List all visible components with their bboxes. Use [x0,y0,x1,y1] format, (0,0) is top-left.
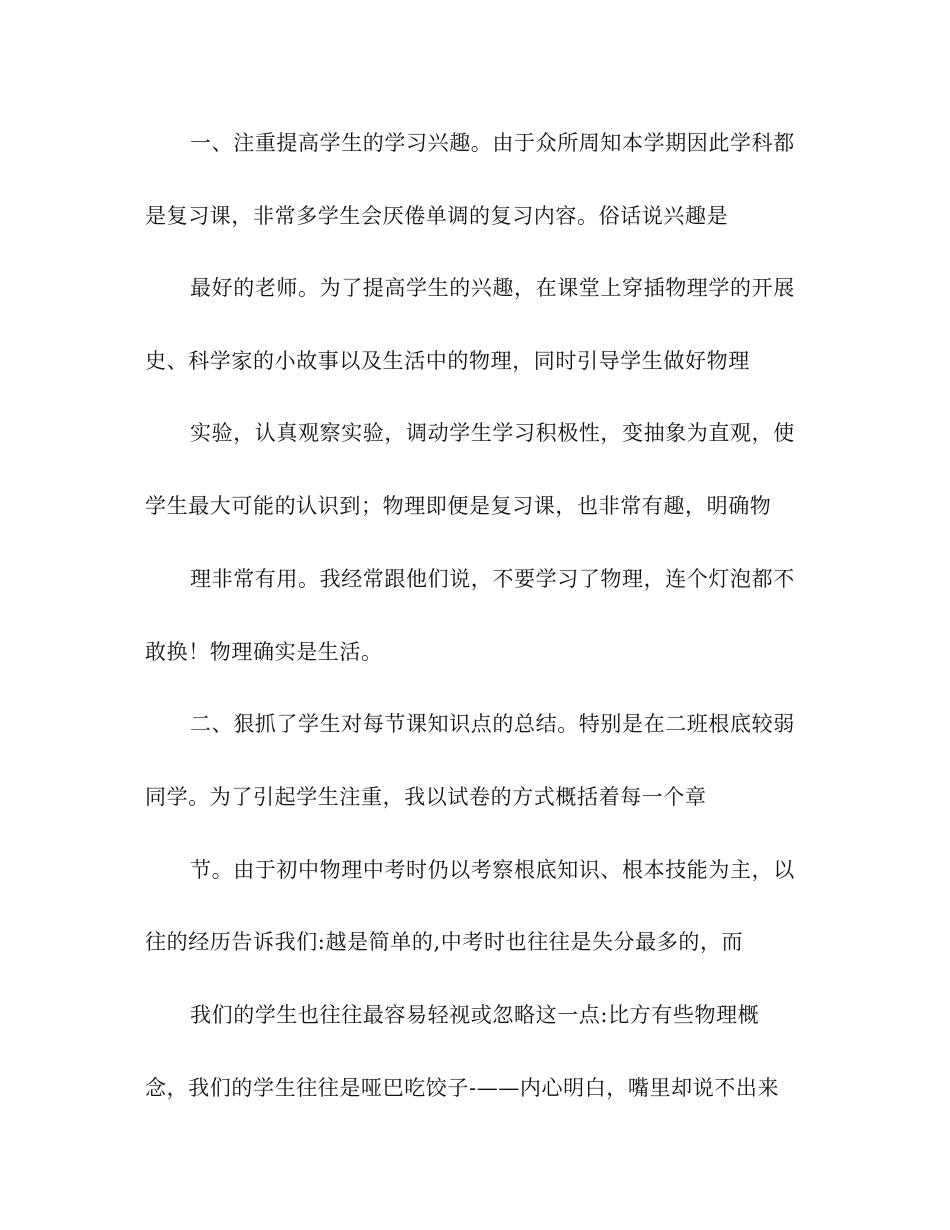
text-line-1: 一、注重提高学生的学习兴趣。由于众所周知本学期因此学科都 [190,131,795,155]
text-line-3: 最好的老师。为了提高学生的兴趣，在课堂上穿插物理学的开展 [190,276,795,300]
text-line-14: 念，我们的学生往往是哑巴吃饺子-——内心明白，嘴里却说不出来 [145,1076,780,1100]
text-line-4: 史、科学家的小故事以及生活中的物理，同时引导学生做好物理 [145,349,750,373]
text-line-12: 往的经历告诉我们:越是简单的,中考时也往往是失分最多的，而 [145,930,744,954]
text-line-5: 实验，认真观察实验，调动学生学习积极性，变抽象为直观，使 [190,421,795,445]
text-line-7: 理非常有用。我经常跟他们说，不要学习了物理，连个灯泡都不 [190,567,795,591]
text-line-2: 是复习课，非常多学生会厌倦单调的复习内容。俗话说兴趣是 [145,204,729,228]
text-line-8: 敢换！物理确实是生活。 [145,640,383,664]
text-line-10: 同学。为了引起学生注重，我以试卷的方式概括着每一个章 [145,785,707,809]
text-line-11: 节。由于初中物理中考时仍以考察根底知识、根本技能为主，以 [190,858,795,882]
text-line-9: 二、狠抓了学生对每节课知识点的总结。特别是在二班根底较弱 [190,712,795,736]
text-line-13: 我们的学生也往往最容易轻视或忽略这一点:比方有些物理概 [190,1003,760,1027]
text-line-6: 学生最大可能的认识到；物理即便是复习课，也非常有趣，明确物 [145,494,772,518]
